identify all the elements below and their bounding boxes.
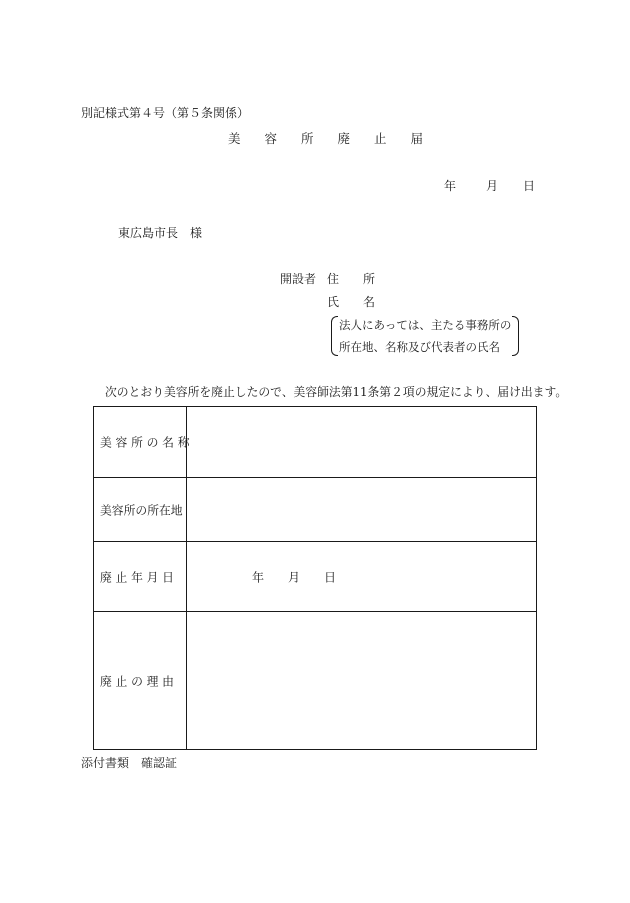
opener-address-label: 住 所 — [327, 272, 376, 286]
closing-reason-label: 廃 止 の 理 由 — [100, 674, 174, 688]
salon-name-label: 美 容 所 の 名 称 — [100, 435, 190, 450]
salon-location-label: 美容所の所在地 — [100, 503, 183, 517]
date-day-label: 日 — [523, 179, 536, 193]
table-row-location — [94, 478, 536, 542]
salon-name-field[interactable] — [187, 407, 536, 477]
closing-date-field[interactable] — [187, 542, 536, 611]
salon-location-field[interactable] — [187, 478, 536, 541]
label-cell — [94, 407, 190, 477]
form-number: 別記様式第４号（第５条関係） — [81, 106, 250, 120]
table-row-name — [94, 407, 536, 478]
opener-label: 開設者 — [280, 272, 317, 286]
table-row-date — [94, 542, 536, 612]
table-row-reason — [94, 612, 536, 749]
corporation-note-line2: 所在地、名称及び代表者の氏名 — [339, 340, 500, 354]
form-table — [93, 406, 537, 750]
opener-name-label: 氏 名 — [327, 295, 376, 309]
corporation-note-line1: 法人にあっては、主たる事務所の — [339, 318, 512, 332]
closing-date-label: 廃 止 年 月 日 — [100, 570, 174, 584]
label-cell — [94, 478, 187, 541]
note-bracket-right — [512, 316, 519, 356]
date-month-label: 月 — [486, 179, 499, 193]
label-cell — [94, 612, 187, 749]
closing-date-placeholder: 年 月 日 — [252, 570, 337, 584]
closing-reason-field[interactable] — [187, 612, 536, 749]
date-year-label: 年 — [444, 179, 457, 193]
statement-text: 次のとおり美容所を廃止したので、美容師法第11条第２項の規定により、届け出ます。 — [105, 385, 568, 399]
document-title: 美容所廃止届 — [228, 131, 448, 146]
attachments-note: 添付書類 確認証 — [81, 756, 178, 770]
addressee: 東広島市長 様 — [118, 226, 203, 240]
label-cell — [94, 542, 187, 611]
submission-date — [444, 180, 535, 192]
note-bracket-left — [331, 316, 338, 356]
